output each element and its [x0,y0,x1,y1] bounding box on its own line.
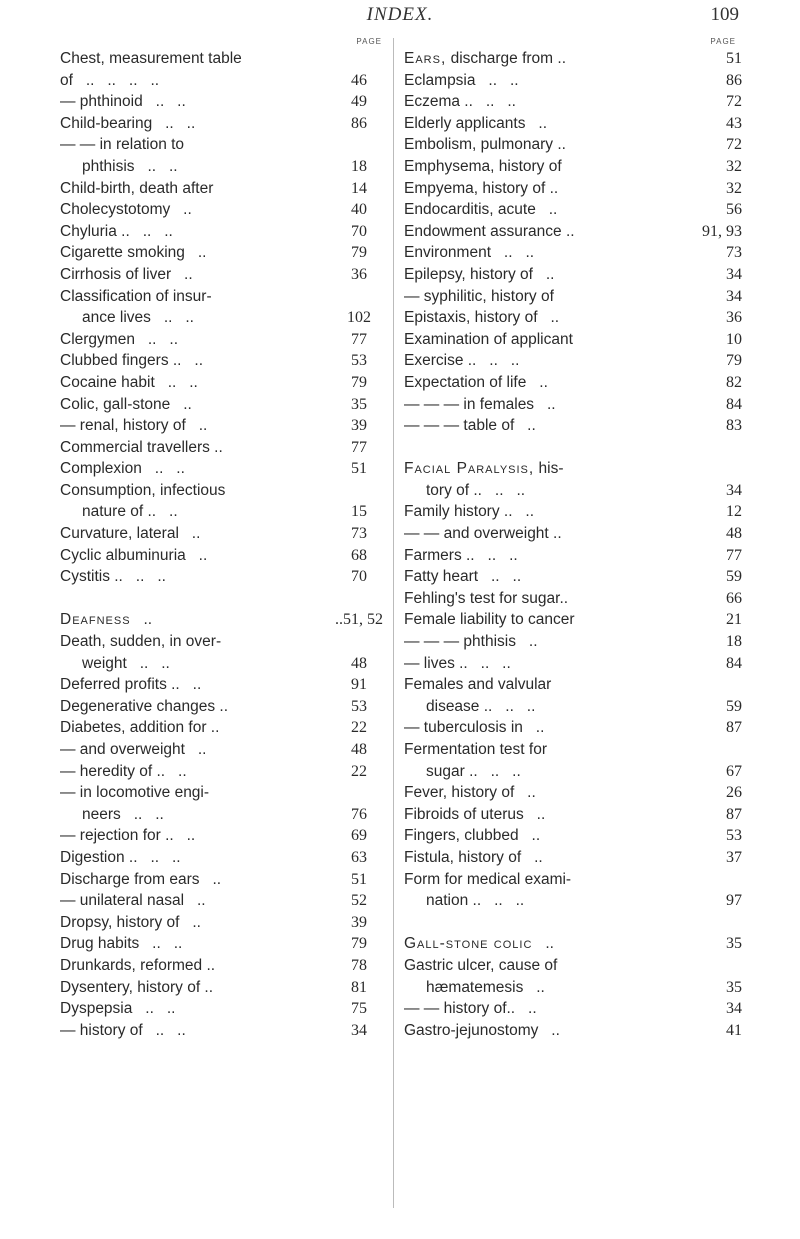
index-entry [404,286,742,308]
index-term: ance lives .. .. [82,309,194,327]
index-term: Emphysema, history of [404,157,562,175]
index-term: nation .. .. .. [426,892,525,910]
index-term: of .. .. .. .. [60,71,160,89]
index-term: — phthinoid .. .. [60,93,186,111]
index-term: Endowment assurance .. [404,222,575,240]
index-page-ref: 97 [726,892,742,910]
index-entry [60,199,388,221]
index-term: Ears, discharge from .. [404,50,567,67]
index-page-ref: 79 [351,244,367,262]
index-entry [404,847,742,869]
index-entry [404,631,742,653]
index-entry [404,415,742,437]
index-entry [60,631,388,653]
index-term: Embolism, pulmonary .. [404,136,566,154]
index-entry [60,955,388,977]
index-entry [60,804,388,826]
index-entry [404,674,742,696]
index-term: — lives .. .. .. [404,654,511,672]
index-term: weight .. .. [82,654,170,672]
index-page-ref: 68 [351,546,367,564]
index-entry [60,739,388,761]
index-term: Family history .. .. [404,503,535,521]
page-number: 109 [710,4,739,25]
index-entry [404,91,742,113]
index-entry [60,372,388,394]
index-entry [404,70,742,92]
index-term: — — — phthisis .. [404,633,538,651]
index-page-ref: 69 [351,827,367,845]
index-entry [60,329,388,351]
index-page-ref: 51 [726,50,742,67]
index-term: Cocaine habit .. .. [60,373,198,391]
index-entry [404,329,742,351]
index-term: Cirrhosis of liver .. [60,265,193,283]
index-term: Cholecystotomy .. [60,201,192,219]
index-term: neers .. .. [82,805,164,823]
index-term: Eclampsia .. .. [404,71,519,89]
index-entry [60,696,388,718]
index-term: Discharge from ears .. [60,870,222,888]
index-entry [404,48,742,70]
index-entry [60,847,388,869]
index-term: — rejection for .. .. [60,827,196,845]
index-entry [60,1020,388,1042]
index-term: Gall-stone colic .. [404,935,554,953]
index-page-ref: 49 [351,93,367,111]
index-entry [404,933,742,955]
index-column-left [60,36,388,1041]
index-entry [60,458,388,480]
index-entry [60,912,388,934]
index-page-ref: 53 [726,827,742,845]
index-entry [60,674,388,696]
index-term: Empyema, history of .. [404,179,559,197]
index-term: Curvature, lateral .. [60,525,201,543]
index-page-ref: 34 [351,1021,367,1039]
index-term: tory of .. .. .. [426,481,526,499]
index-page-ref: ..51, 52 [335,611,383,629]
index-term: Consumption, infectious [60,481,226,499]
index-page-ref: 73 [726,244,742,262]
index-entry [60,70,388,92]
index-page-ref: 22 [351,719,367,737]
index-entry [60,48,388,70]
index-page-ref: 34 [726,481,742,499]
index-entry [60,480,388,502]
column-divider [393,38,394,1208]
page-header [0,0,800,30]
index-term: Drunkards, reformed .. [60,956,216,974]
index-term: — — in relation to [60,136,185,154]
index-page-ref: 48 [726,525,742,543]
index-entry [404,221,742,243]
index-term: — history of .. .. [60,1021,186,1039]
index-term: Environment .. .. [404,244,535,262]
index-page-ref: 77 [726,546,742,564]
index-term: — in locomotive engi- [60,784,210,802]
index-page-ref: 83 [726,417,742,435]
index-page-ref: 36 [351,265,367,283]
index-term: Farmers .. .. .. [404,546,518,564]
index-term: Form for medical exami- [404,870,572,888]
index-term: Digestion .. .. .. [60,848,181,866]
index-entry [404,545,742,567]
index-term: Exercise .. .. .. [404,352,520,370]
index-term: Complexion .. .. [60,460,185,478]
index-page-ref: 32 [726,179,742,197]
index-page-ref: 84 [726,654,742,672]
index-entry [60,566,388,588]
index-page-ref: 67 [726,762,742,780]
index-page-ref: 35 [726,935,742,953]
index-page-ref: 48 [351,654,367,672]
index-entry [404,242,742,264]
index-page-ref: 72 [726,93,742,111]
index-entry [404,307,742,329]
index-entry [404,588,742,610]
index-entry [404,825,742,847]
index-page-ref: 43 [726,114,742,132]
index-term: Classification of insur- [60,287,212,305]
index-term: Deferred profits .. .. [60,676,202,694]
index-entry [60,221,388,243]
index-entry [404,782,742,804]
running-title: INDEX. [366,4,434,25]
index-term: sugar .. .. .. [426,762,521,780]
index-page-ref: 36 [726,309,742,327]
index-entry [404,1020,742,1042]
index-term: Death, sudden, in over- [60,633,222,651]
index-term: Deafness .. [60,611,153,629]
index-term: Fermentation test for [404,741,548,758]
index-term: Degenerative changes .. [60,697,229,715]
index-term: Expectation of life .. [404,373,548,391]
index-term: Child-bearing .. .. [60,114,196,132]
index-entry [404,890,742,912]
index-term: — and overweight .. [60,741,207,758]
index-page-ref: 79 [351,373,367,391]
index-entry [404,458,742,480]
index-term: — — and overweight .. [404,525,562,543]
index-page-ref: 81 [351,978,367,996]
index-page-ref: 14 [351,179,367,197]
index-term: Female liability to cancer [404,611,575,629]
index-entry [404,480,742,502]
index-page-ref: 35 [351,395,367,413]
index-term: Cystitis .. .. .. [60,568,166,586]
index-page-ref: 86 [351,114,367,132]
index-page-ref: 59 [726,568,742,586]
index-page-ref: 72 [726,136,742,154]
index-page-ref: 51 [351,460,367,478]
index-page-ref: 78 [351,956,367,974]
index-page-ref: 10 [726,330,742,348]
index-page-ref: 79 [351,935,367,953]
index-term: — renal, history of .. [60,417,208,435]
index-page-ref: 87 [726,805,742,823]
index-entry [404,134,742,156]
page-column-label: PAGE [356,37,382,46]
index-term: — tuberculosis in .. [404,719,545,737]
index-term: — syphilitic, history of [404,287,554,305]
index-entry [60,717,388,739]
index-entry [60,609,388,631]
index-page-ref: 77 [351,438,367,456]
index-entry [60,178,388,200]
index-term: — — — in females .. [404,395,556,413]
index-entry [60,933,388,955]
index-entry [404,156,742,178]
index-page-ref: 41 [726,1021,742,1039]
index-page-ref: 37 [726,848,742,866]
index-page-ref: 34 [726,287,742,305]
index-entry [60,998,388,1020]
index-page-ref: 21 [726,611,742,629]
index-term: Colic, gall-stone .. [60,395,192,413]
index-entry [404,955,742,977]
index-term: — — — table of .. [404,417,536,435]
index-entry [404,998,742,1020]
index-term: Dysentery, history of .. [60,978,214,996]
index-term: Fatty heart .. .. [404,568,522,586]
index-entry [60,523,388,545]
index-page-ref: 34 [726,1000,742,1018]
index-entry [404,350,742,372]
index-entry [404,761,742,783]
index-page-ref: 53 [351,697,367,715]
index-term: Fingers, clubbed .. [404,827,541,845]
index-page-ref: 91, 93 [702,222,742,240]
index-page-ref: 70 [351,568,367,586]
index-entry [404,977,742,999]
index-page-ref: 75 [351,1000,367,1018]
index-entry [404,566,742,588]
index-entry [60,761,388,783]
index-entry [60,977,388,999]
index-term: — — history of.. .. [404,1000,537,1018]
index-entry [60,782,388,804]
index-entry [404,523,742,545]
index-page-ref: 102 [347,309,371,327]
index-term: Clubbed fingers .. .. [60,352,204,370]
index-page-ref: 84 [726,395,742,413]
index-entry [60,264,388,286]
page-column-label: PAGE [710,37,736,46]
index-page-ref: 86 [726,71,742,89]
index-term: Examination of applicant [404,330,573,348]
index-entry [60,545,388,567]
index-page-ref: 35 [726,978,742,996]
index-term: Fehling's test for sugar.. [404,589,569,607]
index-entry [404,264,742,286]
index-entry [60,134,388,156]
index-entry [404,609,742,631]
index-entry [60,113,388,135]
index-page-ref: 46 [351,71,367,89]
index-term: Child-birth, death after [60,179,214,197]
index-term: Fistula, history of .. [404,848,543,866]
index-column-right [404,36,742,1041]
index-page-ref: 79 [726,352,742,370]
index-entry [60,437,388,459]
index-entry [60,242,388,264]
index-term: Epistaxis, history of .. [404,309,560,327]
index-page-ref: 77 [351,330,367,348]
index-page-ref: 40 [351,201,367,219]
index-entry [404,199,742,221]
index-term: Epilepsy, history of .. [404,265,555,283]
index-term: Cyclic albuminuria .. [60,546,208,564]
index-term: Chyluria .. .. .. [60,222,173,240]
index-term: Endocarditis, acute .. [404,201,558,219]
index-term: Diabetes, addition for .. [60,719,220,737]
index-page-ref: 22 [351,762,367,780]
index-term: Chest, measurement table [60,50,242,67]
index-entry [404,739,742,761]
index-entry [60,286,388,308]
index-entry [404,372,742,394]
index-page-ref: 18 [351,157,367,175]
index-page-ref: 63 [351,848,367,866]
index-term: phthisis .. .. [82,157,178,175]
index-term: hæmatemesis .. [426,978,545,996]
index-page-ref: 56 [726,201,742,219]
index-term: — unilateral nasal .. [60,892,206,910]
index-page-ref: 18 [726,633,742,651]
index-term: Drug habits .. .. [60,935,183,953]
index-entry [60,653,388,675]
index-page-ref: 39 [351,913,367,931]
index-term: Elderly applicants .. [404,114,548,132]
index-page-ref: 32 [726,157,742,175]
index-page-ref: 52 [351,892,367,910]
index-entry [60,415,388,437]
index-entry [60,501,388,523]
index-term: Dropsy, history of .. [60,913,201,931]
index-entry [404,394,742,416]
index-entry [60,394,388,416]
index-entry [60,350,388,372]
index-term: Cigarette smoking .. [60,244,207,262]
index-term: Gastric ulcer, cause of [404,956,558,974]
index-entry [60,156,388,178]
index-page-ref: 12 [726,503,742,521]
index-entry [60,91,388,113]
index-term: Females and valvular [404,676,552,694]
index-page-ref: 66 [726,589,742,607]
index-term: — heredity of .. .. [60,762,187,780]
index-page-ref: 70 [351,222,367,240]
index-entry [404,178,742,200]
index-term: Commercial travellers .. [60,438,223,456]
index-page-ref: 59 [726,697,742,715]
index-page-ref: 82 [726,373,742,391]
index-entry [60,890,388,912]
index-entry [404,501,742,523]
index-term: disease .. .. .. [426,697,536,715]
index-term: Eczema .. .. .. [404,93,516,111]
index-entry [60,869,388,891]
index-entry [404,717,742,739]
index-page-ref: 53 [351,352,367,370]
index-page-ref: 91 [351,676,367,694]
index-page-ref: 51 [351,870,367,888]
index-page-ref: 87 [726,719,742,737]
index-page-ref: 15 [351,503,367,521]
index-entry [404,804,742,826]
index-page-ref: 34 [726,265,742,283]
index-entry [404,696,742,718]
index-entry [404,653,742,675]
index-page-ref: 76 [351,805,367,823]
index-term: Clergymen .. .. [60,330,179,348]
index-page-ref: 73 [351,525,367,543]
index-term: nature of .. .. [82,503,178,521]
index-entry [404,113,742,135]
index-entry [60,825,388,847]
index-term: Dyspepsia .. .. [60,1000,176,1018]
index-entry [404,869,742,891]
index-term: Fibroids of uterus .. [404,805,546,823]
index-page-ref: 48 [351,741,367,758]
index-page-ref: 26 [726,784,742,802]
index-term: Facial Paralysis, his- [404,460,564,478]
index-page-ref: 39 [351,417,367,435]
index-term: Gastro-jejunostomy .. [404,1021,560,1039]
index-term: Fever, history of .. [404,784,536,802]
index-entry [60,307,388,329]
